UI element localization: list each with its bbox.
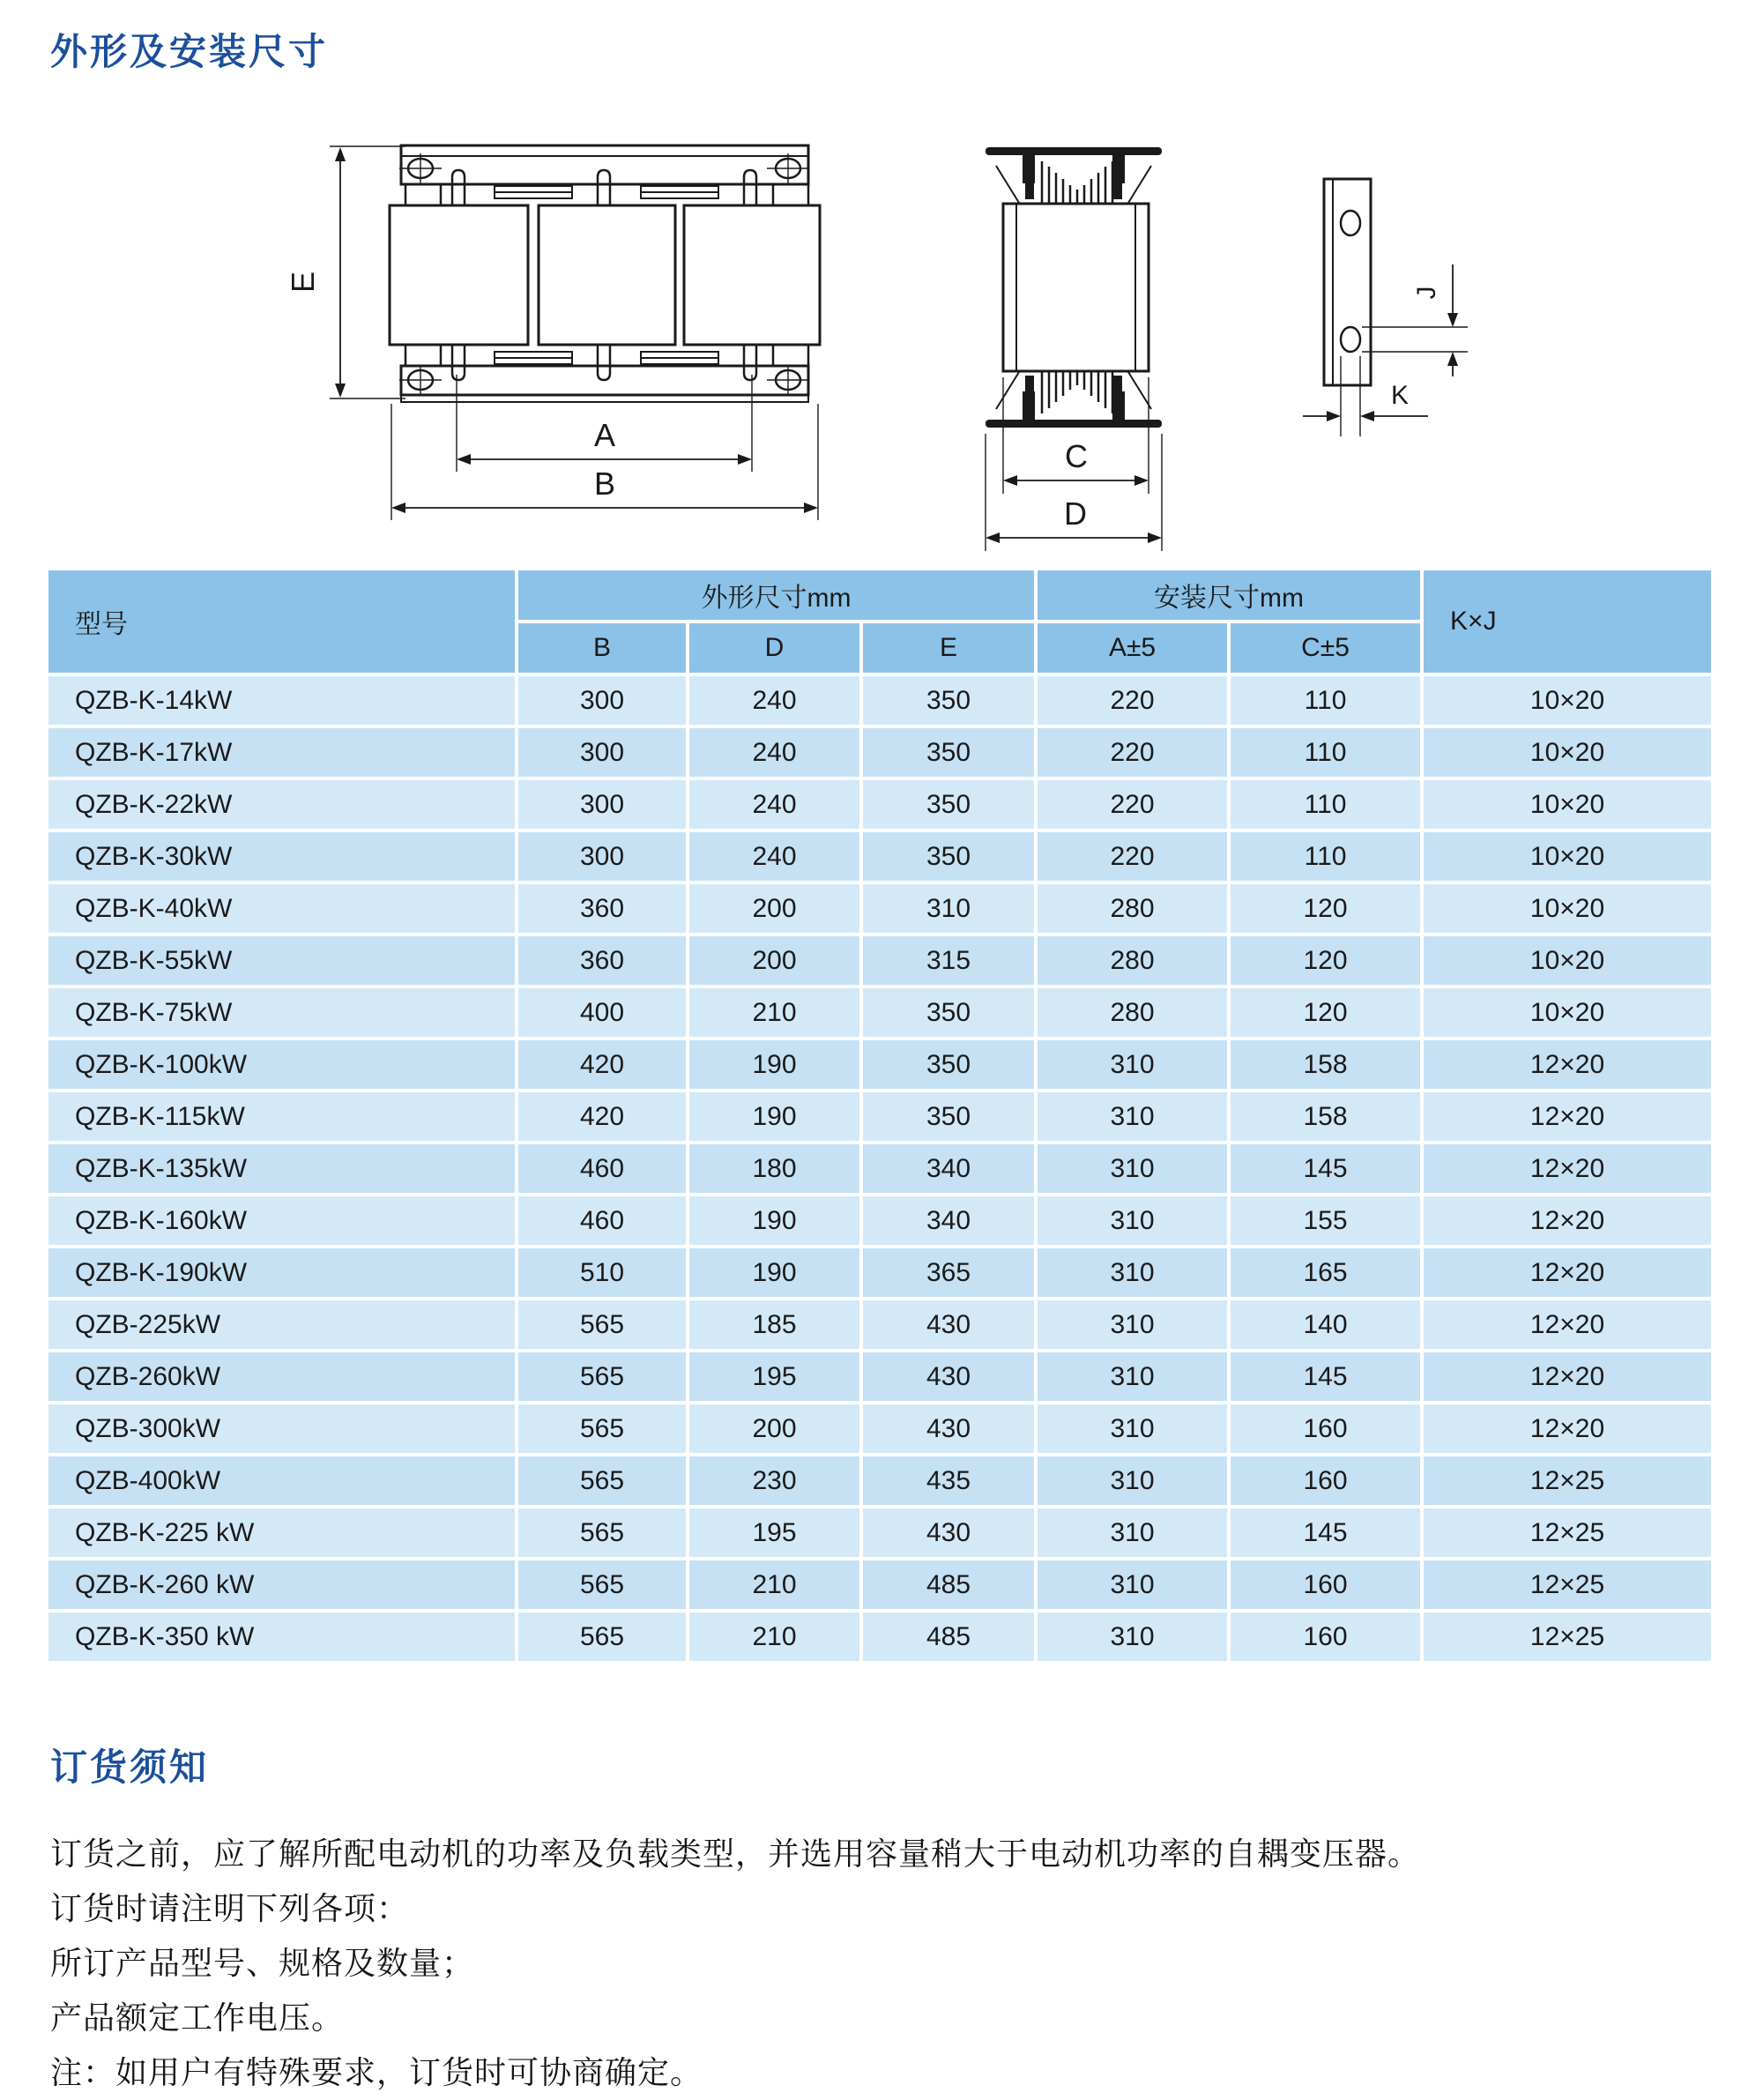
cell-e: 430 [863,1352,1038,1404]
cell-c: 120 [1231,884,1424,936]
table-row [48,728,1715,780]
cell-model: QZB-K-100kW [48,1040,518,1092]
cell-kj: 12×25 [1424,1612,1715,1664]
cell-c: 160 [1231,1404,1424,1456]
cell-e: 350 [863,676,1038,728]
cell-b: 565 [518,1300,689,1352]
cell-a: 280 [1038,884,1231,936]
dim-label-j: J [1412,286,1441,300]
cell-d: 240 [689,832,863,884]
cell-d: 195 [689,1508,863,1560]
cell-kj: 12×20 [1424,1248,1715,1300]
cell-b: 420 [518,1092,689,1144]
cell-d: 190 [689,1248,863,1300]
notes-section [50,1827,1716,2100]
header-b: B [518,623,689,676]
cell-c: 110 [1231,832,1424,884]
note-line: 订货时请注明下列各项： [50,1890,410,1926]
cell-a: 310 [1038,1352,1231,1404]
cell-a: 310 [1038,1092,1231,1144]
cell-kj: 12×20 [1424,1300,1715,1352]
cell-e: 430 [863,1508,1038,1560]
dim-label-d: D [1064,495,1087,532]
dimension-table [48,570,1715,1664]
cell-kj: 10×20 [1424,780,1715,832]
table-row [48,1352,1715,1404]
cell-e: 350 [863,832,1038,884]
note-line: 产品额定工作电压。 [50,1999,345,2036]
table-row [48,1248,1715,1300]
cell-a: 310 [1038,1300,1231,1352]
cell-a: 310 [1038,1144,1231,1196]
cell-b: 565 [518,1612,689,1664]
table-row [48,1144,1715,1196]
cell-kj: 12×20 [1424,1040,1715,1092]
cell-kj: 12×25 [1424,1560,1715,1612]
cell-kj: 10×20 [1424,988,1715,1040]
cell-model: QZB-K-55kW [48,936,518,988]
table-row [48,1300,1715,1352]
table-row [48,884,1715,936]
cell-model: QZB-260kW [48,1352,518,1404]
cell-a: 220 [1038,676,1231,728]
cell-e: 350 [863,728,1038,780]
cell-c: 160 [1231,1456,1424,1508]
cell-e: 435 [863,1456,1038,1508]
cell-kj: 10×20 [1424,832,1715,884]
cell-b: 360 [518,884,689,936]
dim-label-a: A [593,417,616,453]
cell-kj: 12×25 [1424,1508,1715,1560]
cell-e: 310 [863,884,1038,936]
cell-c: 158 [1231,1040,1424,1092]
header-kxj: K×J [1424,570,1715,676]
header-a: A±5 [1038,623,1231,676]
cell-d: 210 [689,1560,863,1612]
table-row [48,1404,1715,1456]
cell-kj: 12×20 [1424,1196,1715,1248]
cell-a: 220 [1038,832,1231,884]
cell-e: 315 [863,936,1038,988]
table-row [48,988,1715,1040]
cell-d: 240 [689,676,863,728]
cell-e: 350 [863,1040,1038,1092]
dim-label-b: B [593,465,616,502]
cell-c: 160 [1231,1612,1424,1664]
cell-a: 310 [1038,1456,1231,1508]
cell-b: 300 [518,728,689,780]
table-row [48,676,1715,728]
cell-a: 280 [1038,936,1231,988]
bracket-plate-drawing [1303,179,1468,436]
cell-kj: 12×20 [1424,1404,1715,1456]
cell-b: 565 [518,1508,689,1560]
side-view-drawing [986,147,1162,551]
table-row [48,1092,1715,1144]
cell-c: 145 [1231,1144,1424,1196]
cell-b: 300 [518,780,689,832]
cell-e: 485 [863,1560,1038,1612]
page-title: 外形及安装尺寸 [50,31,329,72]
cell-kj: 12×20 [1424,1352,1715,1404]
cell-c: 110 [1231,728,1424,780]
cell-e: 350 [863,988,1038,1040]
cell-model: QZB-K-225 kW [48,1508,518,1560]
cell-d: 200 [689,936,863,988]
cell-model: QZB-K-14kW [48,676,518,728]
cell-model: QZB-K-30kW [48,832,518,884]
cell-a: 310 [1038,1560,1231,1612]
table-row [48,1196,1715,1248]
cell-e: 430 [863,1300,1038,1352]
cell-b: 565 [518,1404,689,1456]
table-row [48,1560,1715,1612]
cell-d: 240 [689,728,863,780]
table-row [48,780,1715,832]
front-view-drawing [285,145,820,520]
cell-a: 310 [1038,1196,1231,1248]
cell-b: 510 [518,1248,689,1300]
table-row [48,1456,1715,1508]
cell-kj: 10×20 [1424,728,1715,780]
cell-c: 155 [1231,1196,1424,1248]
table-row [48,1612,1715,1664]
cell-a: 280 [1038,988,1231,1040]
cell-kj: 10×20 [1424,884,1715,936]
header-group-mount: 安装尺寸mm [1038,570,1424,623]
cell-d: 195 [689,1352,863,1404]
cell-model: QZB-K-75kW [48,988,518,1040]
cell-a: 310 [1038,1248,1231,1300]
cell-b: 400 [518,988,689,1040]
cell-c: 120 [1231,936,1424,988]
cell-b: 360 [518,936,689,988]
cell-model: QZB-225kW [48,1300,518,1352]
cell-d: 230 [689,1456,863,1508]
cell-model: QZB-K-160kW [48,1196,518,1248]
cell-kj: 10×20 [1424,676,1715,728]
cell-c: 110 [1231,676,1424,728]
cell-e: 340 [863,1144,1038,1196]
header-e: E [863,623,1038,676]
cell-b: 300 [518,832,689,884]
cell-e: 430 [863,1404,1038,1456]
dim-label-e: E [285,271,321,294]
cell-b: 565 [518,1456,689,1508]
cell-d: 190 [689,1040,863,1092]
notes-heading: 订货须知 [50,1746,210,1788]
cell-a: 310 [1038,1508,1231,1560]
cell-a: 310 [1038,1404,1231,1456]
cell-model: QZB-K-115kW [48,1092,518,1144]
header-model: 型号 [48,570,518,676]
cell-a: 310 [1038,1040,1231,1092]
cell-c: 110 [1231,780,1424,832]
dim-label-c: C [1065,438,1088,474]
note-line: 订货之前，应了解所配电动机的功率及负载类型，并选用容量稍大于电动机功率的自耦变压器。 [50,1836,1421,1872]
cell-d: 210 [689,988,863,1040]
cell-model: QZB-K-350 kW [48,1612,518,1664]
cell-c: 145 [1231,1352,1424,1404]
cell-b: 460 [518,1144,689,1196]
cell-c: 165 [1231,1248,1424,1300]
cell-model: QZB-K-190kW [48,1248,518,1300]
cell-c: 158 [1231,1092,1424,1144]
cell-b: 565 [518,1352,689,1404]
cell-model: QZB-400kW [48,1456,518,1508]
cell-c: 145 [1231,1508,1424,1560]
note-line: 注：如用户有特殊要求，订货时可协商确定。 [50,2054,703,2090]
cell-a: 220 [1038,780,1231,832]
cell-e: 350 [863,780,1038,832]
dimension-table-body [48,676,1715,1664]
cell-model: QZB-K-40kW [48,884,518,936]
cell-b: 420 [518,1040,689,1092]
cell-d: 190 [689,1196,863,1248]
cell-c: 120 [1231,988,1424,1040]
cell-model: QZB-K-22kW [48,780,518,832]
header-group-outline: 外形尺寸mm [518,570,1038,623]
cell-a: 310 [1038,1612,1231,1664]
cell-kj: 10×20 [1424,936,1715,988]
cell-e: 485 [863,1612,1038,1664]
cell-d: 240 [689,780,863,832]
cell-e: 340 [863,1196,1038,1248]
header-d: D [689,623,863,676]
note-line: 所订产品型号、规格及数量； [50,1945,475,1981]
cell-d: 200 [689,1404,863,1456]
dimension-drawings [0,62,1763,591]
cell-model: QZB-K-135kW [48,1144,518,1196]
cell-model: QZB-K-260 kW [48,1560,518,1612]
cell-d: 200 [689,884,863,936]
cell-b: 460 [518,1196,689,1248]
header-c: C±5 [1231,623,1424,676]
table-row [48,936,1715,988]
cell-e: 365 [863,1248,1038,1300]
cell-model: QZB-300kW [48,1404,518,1456]
table-row [48,1508,1715,1560]
cell-a: 220 [1038,728,1231,780]
cell-b: 565 [518,1560,689,1612]
cell-kj: 12×20 [1424,1092,1715,1144]
cell-c: 160 [1231,1560,1424,1612]
table-header [48,570,1715,676]
cell-kj: 12×25 [1424,1456,1715,1508]
cell-d: 210 [689,1612,863,1664]
cell-d: 180 [689,1144,863,1196]
cell-c: 140 [1231,1300,1424,1352]
cell-model: QZB-K-17kW [48,728,518,780]
cell-e: 350 [863,1092,1038,1144]
table-row [48,832,1715,884]
table-row [48,1040,1715,1092]
dim-label-k: K [1390,381,1410,410]
cell-d: 190 [689,1092,863,1144]
cell-b: 300 [518,676,689,728]
cell-kj: 12×20 [1424,1144,1715,1196]
cell-d: 185 [689,1300,863,1352]
